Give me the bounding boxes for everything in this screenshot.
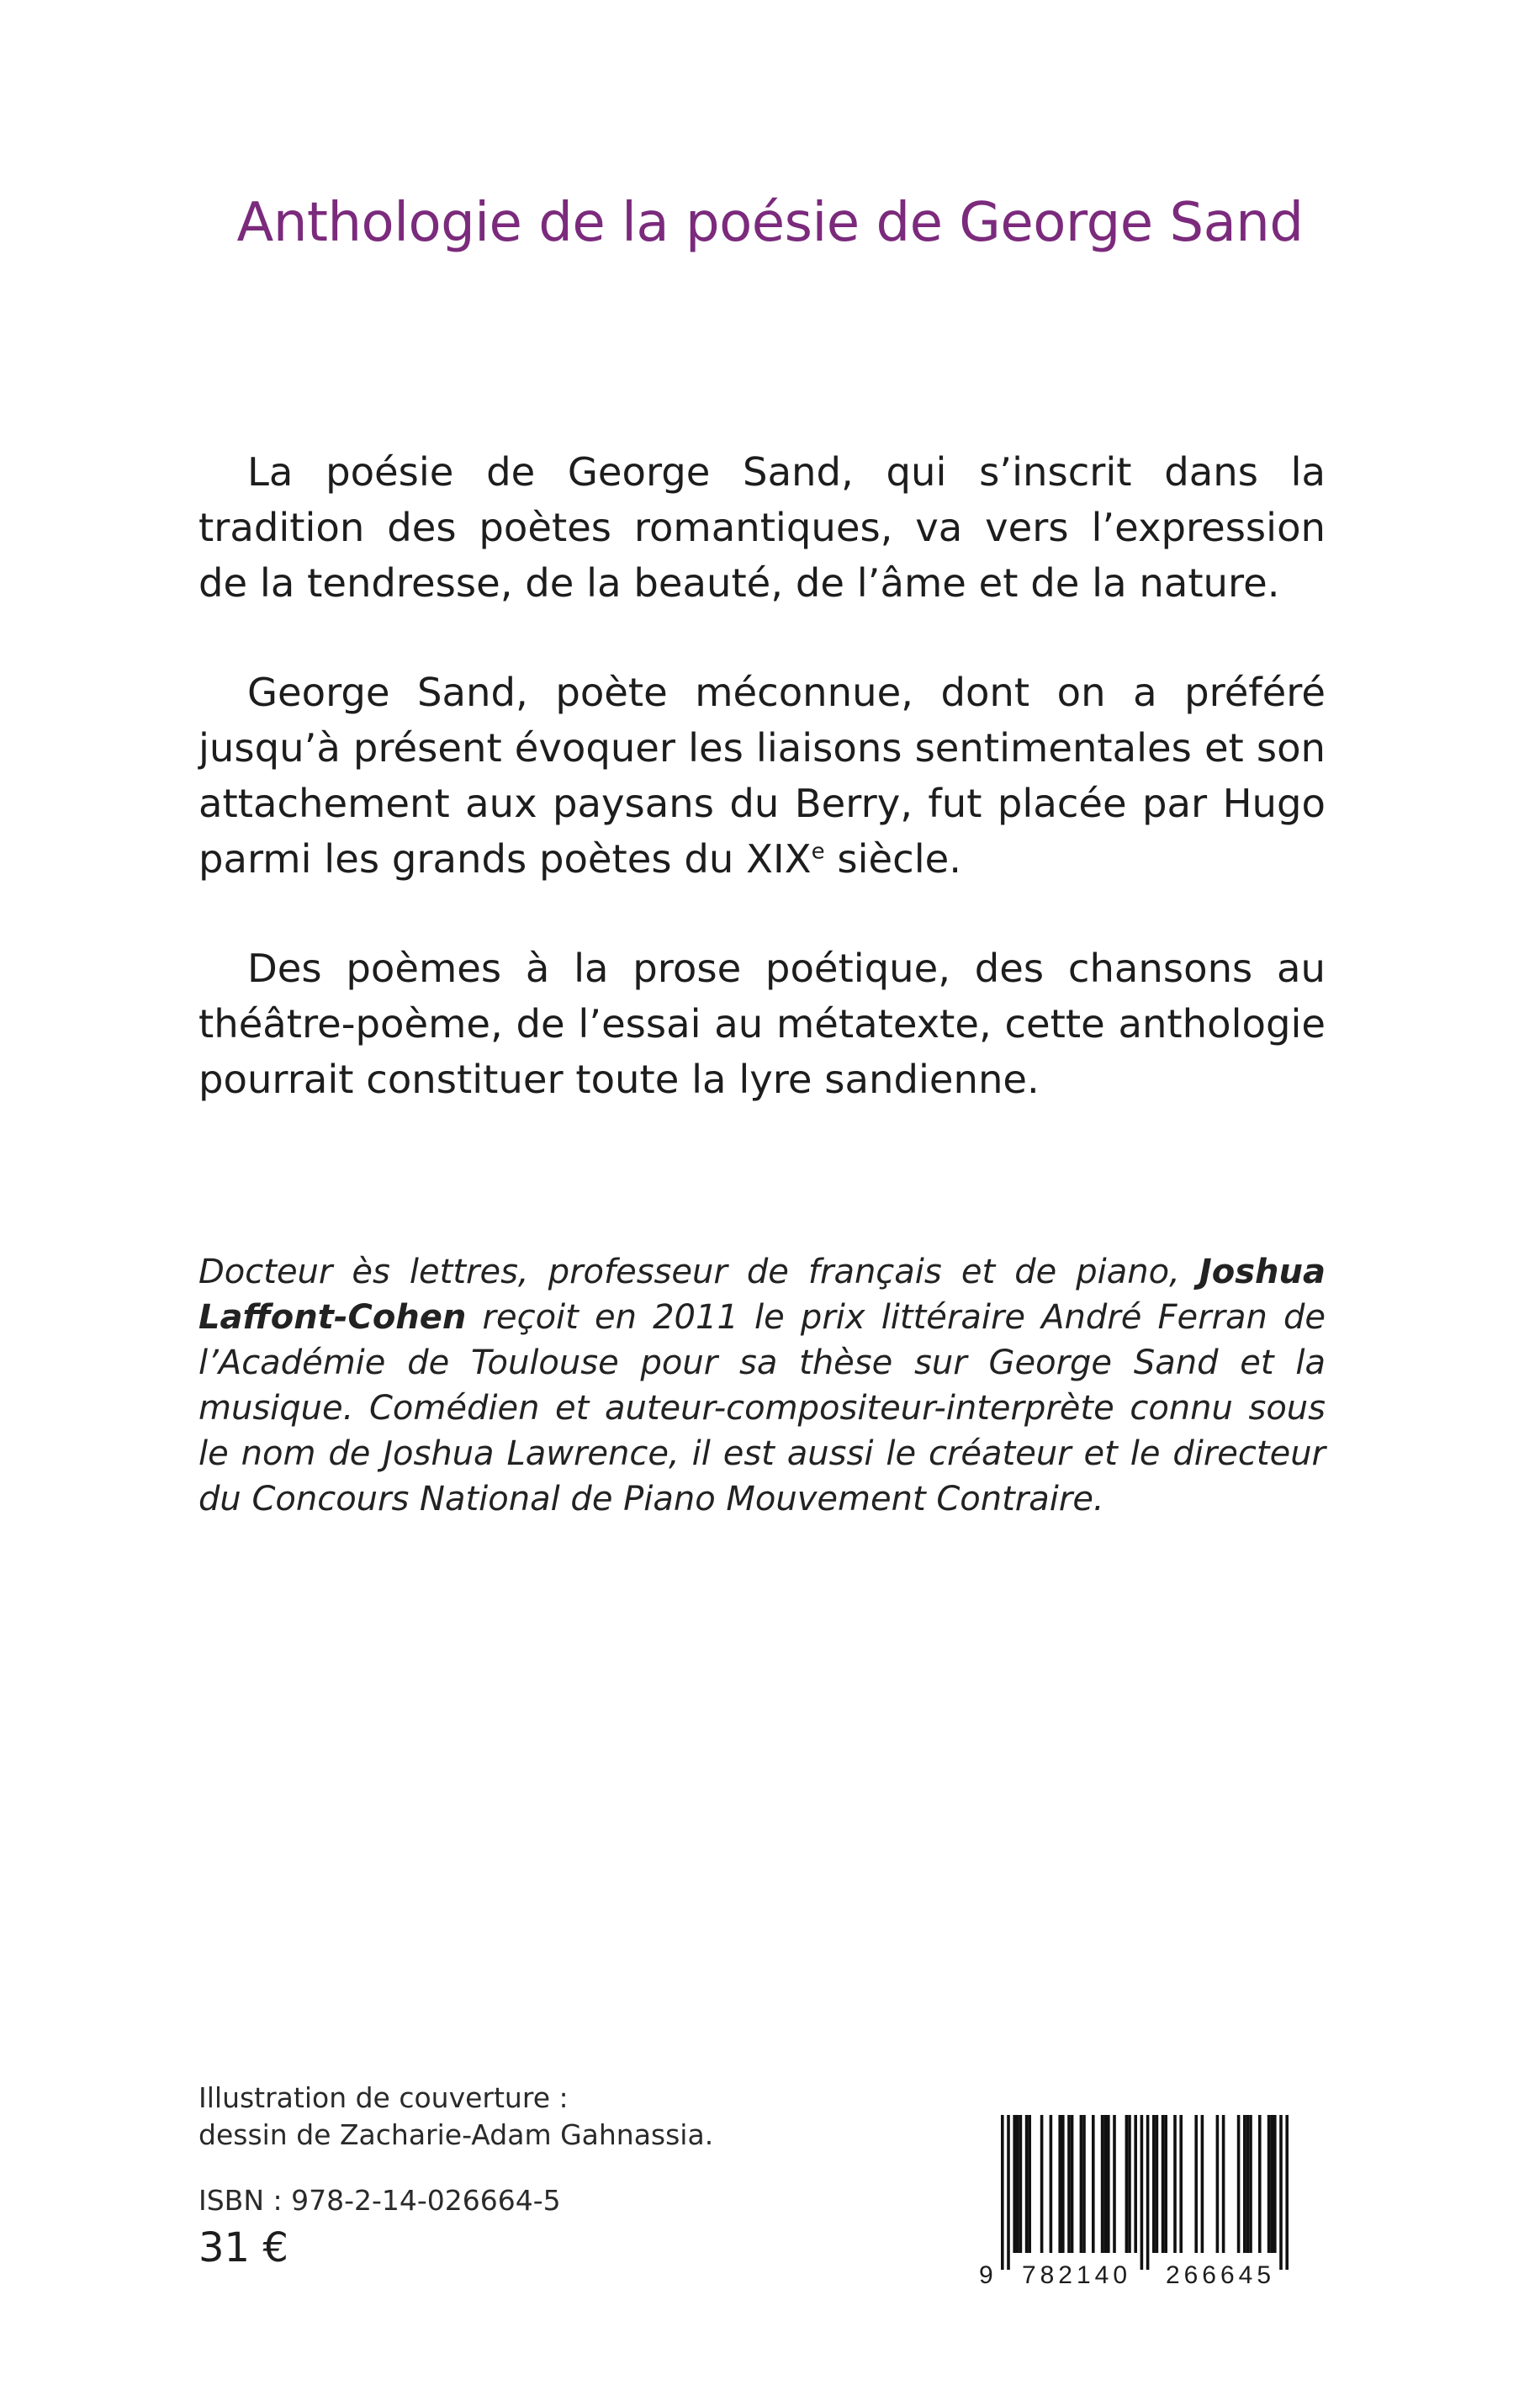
barcode-bar <box>1285 2115 1289 2270</box>
barcode-bar <box>1249 2115 1252 2253</box>
barcode-bar <box>1134 2115 1137 2253</box>
barcode-bar <box>1237 2115 1241 2253</box>
barcode-bar <box>1194 2115 1198 2253</box>
barcode-bar <box>1179 2115 1183 2253</box>
barcode-bar <box>1001 2115 1004 2270</box>
barcode-bar <box>1164 2115 1167 2253</box>
barcode-bar <box>1267 2115 1271 2253</box>
barcode-bar <box>1113 2115 1116 2253</box>
price: 31 € <box>198 2224 288 2271</box>
barcode-bar <box>1025 2115 1029 2253</box>
barcode-bar <box>1173 2115 1177 2253</box>
barcode-bar <box>1107 2115 1110 2253</box>
barcode-right-digits: 266645 <box>1165 2261 1276 2288</box>
barcode-bar <box>1152 2115 1156 2253</box>
barcode-bar <box>1050 2115 1053 2253</box>
barcode-bar <box>1007 2115 1010 2270</box>
barcode-bar <box>1222 2115 1225 2253</box>
barcode-bar <box>1270 2115 1273 2253</box>
summary-text <box>198 444 1326 1161</box>
century-superscript: e <box>811 839 825 865</box>
summary-paragraph-2-text: George Sand, poète méconnue, dont on a préféré jusqu’à présent évoquer les liaisons sentimentales et son attachement aux paysans du Berry, fut placée par Hugo parmi les grands poètes du XIX <box>198 670 1326 882</box>
barcode-bar <box>1243 2115 1246 2253</box>
barcode-left-digits: 782140 <box>1021 2261 1132 2288</box>
barcode-bar <box>1101 2115 1104 2253</box>
barcode-bar <box>1013 2115 1016 2253</box>
illustration-credit-artist: dessin de Zacharie-Adam Gahnassia. <box>198 2118 714 2151</box>
barcode <box>967 2112 1320 2288</box>
barcode-bar <box>1273 2115 1277 2253</box>
barcode-bar <box>1125 2115 1129 2253</box>
barcode-bar <box>1061 2115 1065 2253</box>
barcode-bar <box>1258 2115 1262 2253</box>
barcode-bar <box>1028 2115 1031 2253</box>
barcode-bar <box>1067 2115 1071 2253</box>
summary-paragraph-3: Des poèmes à la prose poétique, des chansons au théâtre-poème, de l’essai au métatexte, cette anthologie pourrait constituer toute la lyre sandienne. <box>198 946 1326 1102</box>
illustration-credit-label: Illustration de couverture : <box>198 2081 569 2114</box>
illustration-credit <box>198 2080 713 2154</box>
barcode-bar <box>1080 2115 1083 2253</box>
isbn: ISBN : 978-2-14-026664-5 <box>198 2184 561 2217</box>
barcode-bar <box>1201 2115 1204 2253</box>
barcode-bar <box>1019 2115 1023 2253</box>
barcode-bar <box>1128 2115 1131 2253</box>
barcode-bar <box>1016 2115 1019 2253</box>
summary-paragraph-2-end: siècle. <box>824 836 962 882</box>
author-bio <box>198 1249 1326 1522</box>
barcode-bar <box>1162 2115 1165 2253</box>
barcode-bar <box>1082 2115 1086 2253</box>
barcode-bar <box>1092 2115 1095 2253</box>
summary-paragraph-1: La poésie de George Sand, qui s’inscrit dans la tradition des poètes romantiques, va vers l’expression de la tendresse, de la beauté, de l’âme et de la nature. <box>198 449 1326 606</box>
author-bio-intro: Docteur ès lettres, professeur de français et de piano, <box>198 1253 1199 1291</box>
barcode-bars <box>1001 2115 1289 2270</box>
barcode-graphic <box>967 2112 1320 2288</box>
barcode-bar <box>1216 2115 1220 2253</box>
barcode-bar <box>1040 2115 1044 2253</box>
summary-paragraph-2 <box>198 665 1326 887</box>
barcode-bar <box>1279 2115 1283 2270</box>
barcode-bar <box>1246 2115 1250 2253</box>
barcode-bar <box>1146 2115 1150 2270</box>
author-name: Joshua Laffont-Cohen <box>198 1253 1326 1337</box>
author-bio-rest: reçoit en 2011 le prix littéraire André Ferran de l’Académie de Toulouse pour sa thèse sur George Sand et la musique. Comédien et auteur-compositeur-interprète connu sous le nom de Joshua Lawrence, il est aussi le créateur et le directeur du Concours National de Piano Mouvement Contraire. <box>198 1298 1326 1518</box>
barcode-bar <box>1071 2115 1074 2253</box>
barcode-bar <box>1140 2115 1144 2270</box>
barcode-first-digit: 9 <box>979 2261 993 2288</box>
barcode-bar <box>1058 2115 1061 2253</box>
barcode-bar <box>1103 2115 1107 2253</box>
book-title: Anthologie de la poésie de George Sand <box>236 192 1304 254</box>
barcode-bar <box>1156 2115 1159 2253</box>
